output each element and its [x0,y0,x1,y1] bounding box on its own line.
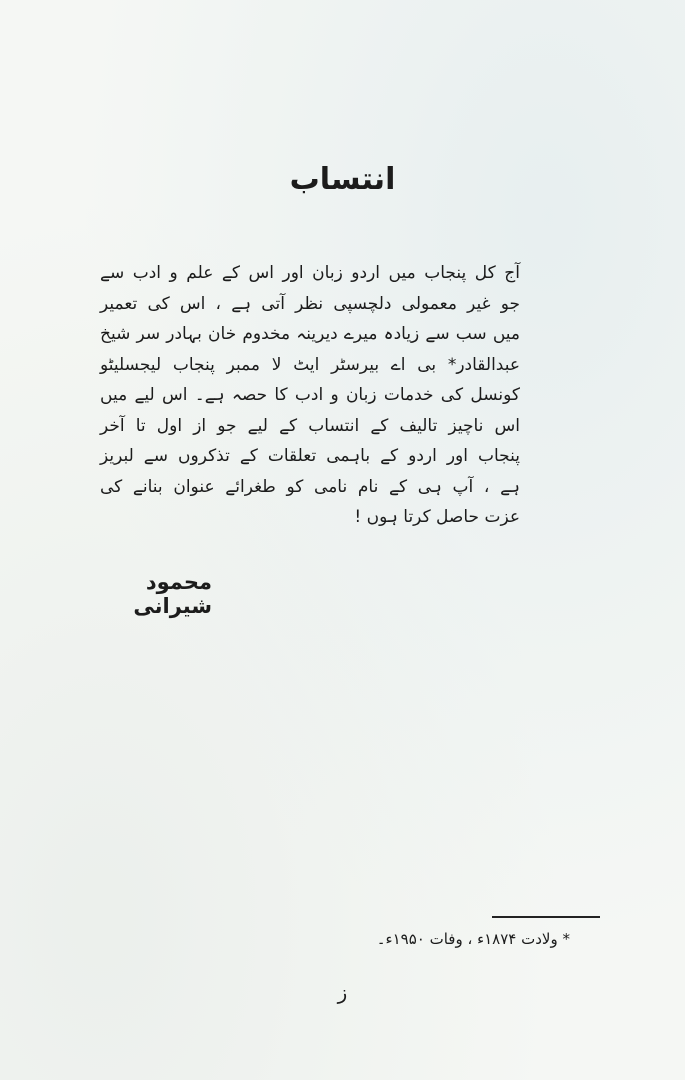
footnote-divider [492,916,600,918]
paragraph-line: میں سب سے زیادہ میرے دیرینہ مخدوم خان بہادر سر شیخ [100,324,520,344]
paragraph-line: عبدالقادر* بی اے بیرسٹر ایٹ لا ممبر پنجاب لیجسلیٹو [100,354,520,375]
paragraph-line: عزت حاصل کرتا ہوں ! [354,507,520,527]
author-signature: محمود شیرانی [133,570,212,618]
page-number: ز [337,980,348,1004]
paragraph-line: آج کل پنجاب میں اردو زبان اور اس کے علم و ادب سے [100,263,520,283]
page-title: انتساب [289,162,396,197]
paragraph-line: پنجاب اور اردو کے باہمی تعلقات کے تذکروں سے لبریز [100,446,520,466]
paragraph-line: اس ناچیز تالیف کے انتساب کے لیے جو از اول تا آخر [100,415,520,436]
paragraph-line: ہے ، آپ ہی کے نام نامی کو طغرائے عنوان بنانے کی [100,476,520,497]
paragraph-line: کونسل کی خدمات زبان و ادب کا حصہ ہے۔ اس لیے میں [100,385,520,405]
dedication-paragraph [100,258,520,533]
footnote: * ولادت ۱۸۷۴ء ، وفات ۱۹۵۰ء۔ [376,930,570,948]
paragraph-line: جو غیر معمولی دلچسپی نظر آتی ہے ، اس کی تعمیر [100,293,520,314]
